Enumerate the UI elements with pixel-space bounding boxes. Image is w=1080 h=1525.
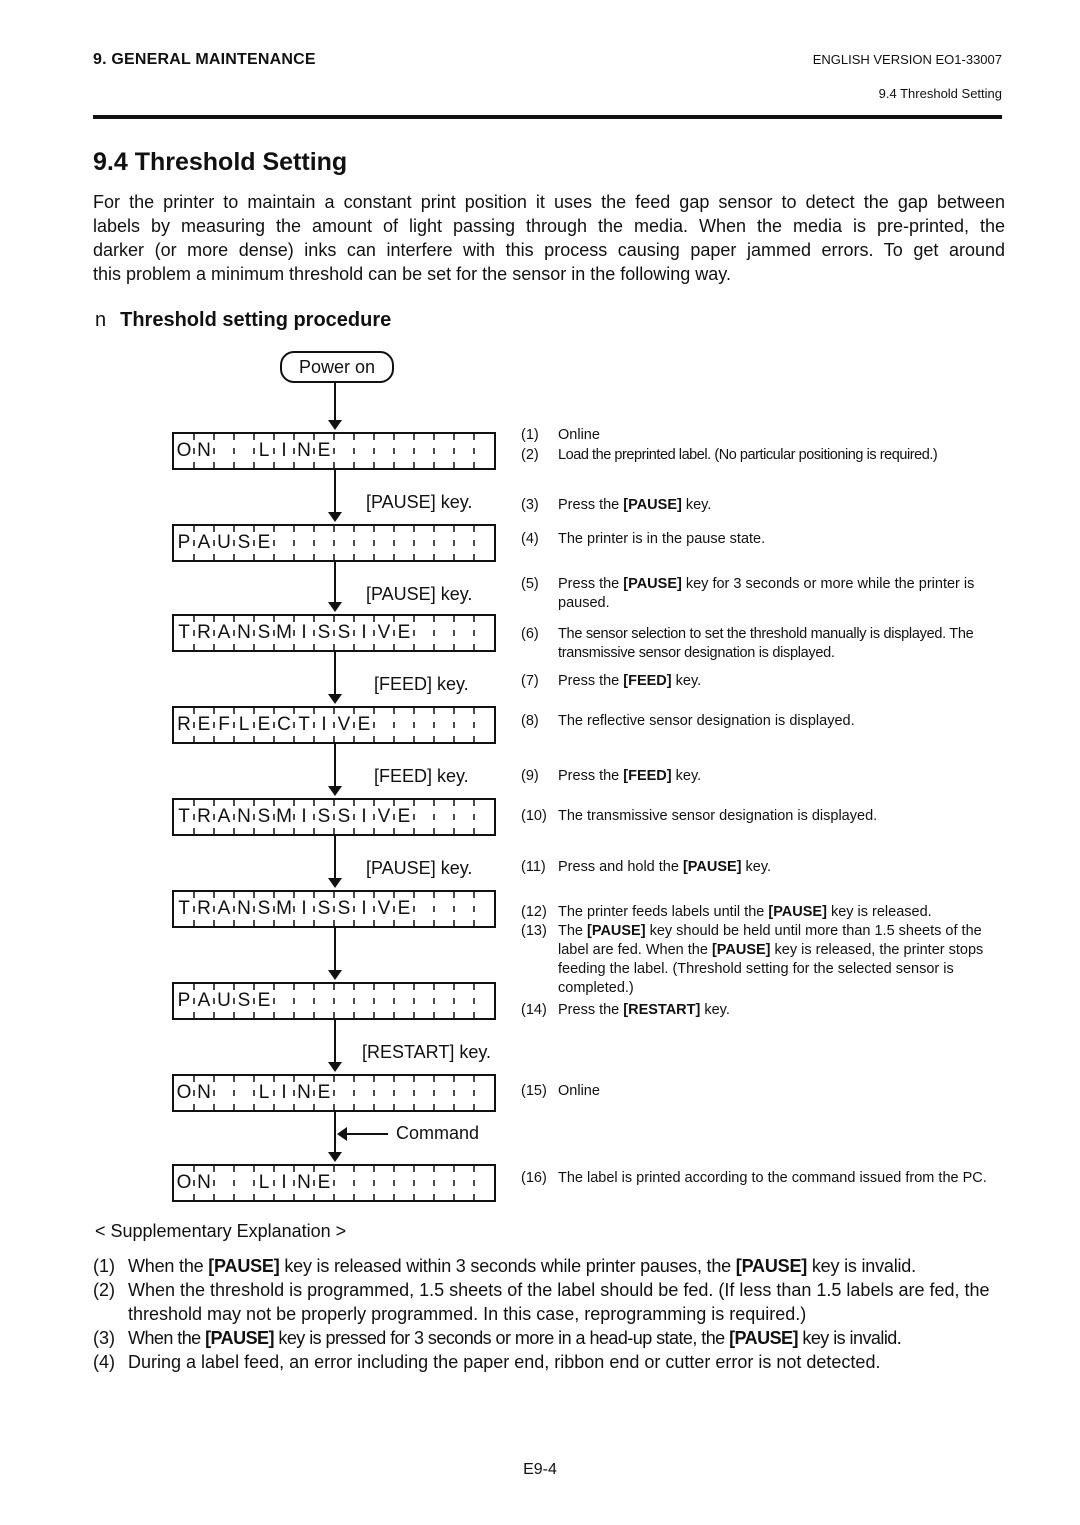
lcd-char: E — [317, 440, 331, 461]
lcd-char: I — [281, 440, 287, 461]
step-item — [521, 903, 1006, 922]
lcd-char: R — [177, 714, 191, 735]
step-number: (13) — [521, 923, 547, 939]
supplementary-notes — [93, 1254, 1005, 1374]
lcd-char: A — [217, 806, 231, 827]
lcd-char: V — [337, 714, 351, 735]
lcd-char: I — [281, 1082, 287, 1103]
key-name: [PAUSE] — [735, 1256, 808, 1276]
lcd-char: E — [397, 898, 411, 919]
note-text: During a label feed, an error including the paper end, ribbon end or cutter error is not detected. — [128, 1352, 881, 1372]
flow-arrowhead — [328, 512, 342, 522]
supplementary-note — [93, 1254, 1005, 1278]
note-number: (2) — [93, 1280, 115, 1300]
lcd-char: E — [397, 806, 411, 827]
lcd-char — [234, 1166, 254, 1200]
step-number: (8) — [521, 713, 539, 729]
step-text: Press the [FEED] key. — [558, 768, 702, 784]
lcd-char: U — [217, 990, 231, 1011]
step-text: Press and hold the [PAUSE] key. — [558, 859, 772, 875]
step-number: (9) — [521, 768, 539, 784]
step-number: (6) — [521, 626, 539, 642]
lcd-char: A — [217, 898, 231, 919]
lcd-char: S — [317, 898, 331, 919]
command-arrow-line — [346, 1133, 388, 1135]
key-press-label: [RESTART] key. — [362, 1042, 492, 1062]
version-label: ENGLISH VERSION EO1-33007 — [812, 52, 1002, 67]
lcd-char: T — [178, 806, 190, 827]
lcd-char: O — [176, 1082, 192, 1103]
lcd-char: T — [178, 622, 190, 643]
intro-line: this problem a minimum threshold can be set for the sensor in the following way. — [93, 264, 731, 284]
step-text: Online — [558, 427, 600, 443]
lcd-char: E — [197, 714, 211, 735]
lcd-char: R — [197, 898, 211, 919]
flow-arrow-line — [334, 743, 336, 786]
lcd-char: L — [258, 1172, 270, 1193]
flow-arrow-line — [334, 835, 336, 878]
lcd-char: S — [257, 806, 271, 827]
step-item — [521, 496, 1006, 515]
step-number: (14) — [521, 1002, 547, 1018]
intro-line: darker (or more dense) inks can interfere with this process causing paper jammed errors. To get around — [93, 240, 1005, 260]
step-number: (7) — [521, 673, 539, 689]
lcd-display — [172, 524, 496, 562]
key-name: [RESTART] — [623, 1002, 701, 1018]
step-number: (15) — [521, 1083, 547, 1099]
lcd-char: P — [177, 532, 191, 553]
lcd-char: E — [357, 714, 371, 735]
lcd-char: R — [197, 806, 211, 827]
lcd-char: N — [197, 1082, 211, 1103]
flow-arrow-line — [334, 651, 336, 694]
lcd-char: N — [197, 440, 211, 461]
lcd-char: L — [238, 714, 250, 735]
lcd-char: N — [237, 898, 251, 919]
step-text: The transmissive sensor designation is displayed. — [558, 808, 878, 824]
flow-arrowhead — [328, 1062, 342, 1072]
key-name: [FEED] — [623, 768, 672, 784]
flow-arrowhead — [328, 420, 342, 430]
lcd-char: R — [197, 622, 211, 643]
flow-arrowhead — [328, 878, 342, 888]
lcd-text — [174, 984, 274, 1018]
lcd-char: S — [257, 898, 271, 919]
step-number: (12) — [521, 904, 547, 920]
lcd-char — [214, 1076, 234, 1110]
bullet-marker: n — [95, 309, 107, 331]
lcd-text — [174, 1166, 334, 1200]
lcd-char: S — [317, 806, 331, 827]
step-number: (16) — [521, 1170, 547, 1186]
note-text: When the [PAUSE] key is released within 3 seconds while printer pauses, the [PAUSE] key is invalid. — [128, 1256, 916, 1276]
lcd-char: N — [297, 1082, 311, 1103]
key-press-label: [PAUSE] key. — [366, 858, 473, 878]
page-title: 9.4 Threshold Setting — [93, 148, 348, 176]
lcd-display — [172, 982, 496, 1020]
lcd-char: E — [257, 990, 271, 1011]
lcd-char: T — [298, 714, 310, 735]
key-name: [FEED] — [623, 673, 672, 689]
flow-arrowhead — [328, 970, 342, 980]
lcd-text — [174, 1076, 334, 1110]
flow-arrowhead — [328, 786, 342, 796]
lcd-text — [174, 892, 414, 926]
lcd-char: L — [258, 440, 270, 461]
procedure-title: Threshold setting procedure — [120, 309, 392, 331]
step-text: The [PAUSE] key should be held until more than 1.5 sheets of the label are fed. When the [PAUSE] key is released, the printer stops feeding the label. (Threshold setting for the selected sensor is completed.) — [558, 923, 984, 996]
lcd-char: O — [176, 1172, 192, 1193]
flow-arrow-line — [334, 1019, 336, 1062]
step-text: Press the [PAUSE] key for 3 seconds or more while the printer is paused. — [558, 576, 975, 611]
lcd-char: S — [337, 898, 351, 919]
step-number: (1) — [521, 427, 539, 443]
lcd-char: A — [197, 532, 211, 553]
lcd-text — [174, 616, 414, 650]
lcd-char: C — [277, 714, 291, 735]
lcd-char: E — [257, 532, 271, 553]
step-item — [521, 1169, 1006, 1188]
lcd-text — [174, 800, 414, 834]
key-press-label: [FEED] key. — [374, 766, 469, 786]
step-number: (10) — [521, 808, 547, 824]
key-name: [PAUSE] — [711, 942, 771, 958]
lcd-char: S — [257, 622, 271, 643]
step-number: (3) — [521, 497, 539, 513]
lcd-char: M — [276, 806, 292, 827]
intro-line: labels by measuring the amount of light passing through the media. When the media is pre-printed, the — [93, 216, 1005, 236]
lcd-char: N — [297, 1172, 311, 1193]
key-name: [PAUSE] — [623, 497, 682, 513]
note-number: (1) — [93, 1256, 115, 1276]
flow-arrowhead — [328, 602, 342, 612]
step-number: (11) — [521, 859, 546, 875]
command-arrowhead — [337, 1127, 347, 1141]
lcd-char: P — [177, 990, 191, 1011]
lcd-char: V — [377, 622, 391, 643]
key-name: [PAUSE] — [623, 576, 682, 592]
command-label: Command — [396, 1123, 480, 1143]
step-text: The printer feeds labels until the [PAUSE] key is released. — [558, 904, 932, 920]
lcd-char: I — [321, 714, 327, 735]
lcd-char — [234, 434, 254, 468]
step-text: Press the [RESTART] key. — [558, 1002, 730, 1018]
note-text: When the [PAUSE] key is pressed for 3 seconds or more in a head-up state, the [PAUSE] key is invalid. — [128, 1328, 902, 1348]
lcd-char: A — [197, 990, 211, 1011]
lcd-char: S — [317, 622, 331, 643]
step-text: The reflective sensor designation is displayed. — [558, 713, 855, 729]
lcd-char: T — [178, 898, 190, 919]
lcd-char: O — [176, 440, 192, 461]
lcd-char: V — [377, 898, 391, 919]
lcd-char: E — [317, 1172, 331, 1193]
lcd-char: A — [217, 622, 231, 643]
flow-arrow-line — [334, 469, 336, 512]
lcd-char: I — [301, 898, 307, 919]
lcd-display — [172, 432, 496, 470]
lcd-display — [172, 1164, 496, 1202]
lcd-char: S — [337, 806, 351, 827]
lcd-char: V — [377, 806, 391, 827]
step-text: The printer is in the pause state. — [558, 531, 766, 547]
step-item — [521, 672, 1006, 691]
flow-arrow-line — [334, 561, 336, 602]
lcd-char: N — [197, 1172, 211, 1193]
step-text: Press the [FEED] key. — [558, 673, 702, 689]
flow-arrow-line — [334, 381, 336, 420]
flow-arrowhead — [328, 694, 342, 704]
step-item — [521, 1082, 1006, 1101]
lcd-char: U — [217, 532, 231, 553]
lcd-char: E — [257, 714, 271, 735]
subsection-label: 9.4 Threshold Setting — [878, 86, 1002, 101]
lcd-char: I — [361, 898, 367, 919]
step-item — [521, 807, 1006, 826]
power-on-terminal: Power on — [280, 351, 394, 383]
lcd-char: I — [281, 1172, 287, 1193]
lcd-char: M — [276, 622, 292, 643]
lcd-char: E — [317, 1082, 331, 1103]
step-text: Online — [558, 1083, 600, 1099]
note-number: (4) — [93, 1352, 115, 1372]
section-header: 9. GENERAL MAINTENANCE — [93, 51, 316, 68]
step-number: (5) — [521, 576, 539, 592]
lcd-char: M — [276, 898, 292, 919]
key-name: [PAUSE] — [587, 923, 646, 939]
key-name: [PAUSE] — [205, 1328, 274, 1348]
lcd-display — [172, 890, 496, 928]
lcd-char: S — [337, 622, 351, 643]
step-item — [521, 446, 1006, 465]
lcd-char: I — [361, 622, 367, 643]
lcd-char: N — [237, 806, 251, 827]
flow-arrow-line — [334, 927, 336, 970]
lcd-char: I — [361, 806, 367, 827]
step-item — [521, 767, 1006, 786]
lcd-text — [174, 434, 334, 468]
key-press-label: [PAUSE] key. — [366, 492, 473, 512]
lcd-char: N — [237, 622, 251, 643]
note-number: (3) — [93, 1328, 115, 1348]
lcd-char — [234, 1076, 254, 1110]
lcd-text — [174, 526, 274, 560]
lcd-char: F — [218, 714, 230, 735]
step-item — [521, 575, 1006, 613]
step-item — [521, 625, 1006, 663]
key-press-label: [FEED] key. — [374, 674, 469, 694]
step-text: Load the preprinted label. (No particular positioning is required.) — [558, 447, 938, 463]
supplementary-heading: < Supplementary Explanation > — [95, 1221, 347, 1241]
flow-arrow-line — [334, 1111, 336, 1152]
step-item — [521, 858, 1006, 877]
step-text: Press the [PAUSE] key. — [558, 497, 712, 513]
intro-line: For the printer to maintain a constant print position it uses the feed gap sensor to detect the gap between — [93, 192, 1005, 212]
lcd-display — [172, 1074, 496, 1112]
key-press-label: [PAUSE] key. — [366, 584, 473, 604]
step-item — [521, 922, 1006, 998]
key-name: [PAUSE] — [768, 904, 827, 920]
lcd-char: I — [301, 806, 307, 827]
supplementary-note — [93, 1278, 1005, 1326]
note-text: When the threshold is programmed, 1.5 sheets of the label should be fed. (If less than 1.5 labels are fed, the threshold may not be properly programmed. In this case, reprogramming is required.) — [128, 1280, 990, 1324]
lcd-display — [172, 614, 496, 652]
step-text: The label is printed according to the command issued from the PC. — [558, 1170, 987, 1186]
step-text: The sensor selection to set the threshold manually is displayed. The transmissive sensor designation is displayed. — [558, 626, 974, 661]
lcd-char — [214, 1166, 234, 1200]
key-name: [PAUSE] — [208, 1256, 280, 1276]
step-item — [521, 1001, 1006, 1020]
flow-arrowhead — [328, 1152, 342, 1162]
step-number: (2) — [521, 447, 539, 463]
lcd-char: S — [237, 532, 251, 553]
step-number: (4) — [521, 531, 539, 547]
lcd-display — [172, 706, 496, 744]
lcd-char: S — [237, 990, 251, 1011]
key-name: [PAUSE] — [729, 1328, 798, 1348]
intro-paragraph — [93, 190, 1005, 286]
lcd-char: I — [301, 622, 307, 643]
step-item — [521, 712, 1006, 731]
lcd-char: E — [397, 622, 411, 643]
supplementary-note — [93, 1350, 1005, 1374]
step-item — [521, 530, 1006, 549]
lcd-char — [214, 434, 234, 468]
lcd-display — [172, 798, 496, 836]
lcd-text — [174, 708, 374, 742]
key-name: [PAUSE] — [682, 859, 742, 875]
step-item — [521, 426, 1006, 445]
header-rule — [93, 115, 1002, 119]
supplementary-note — [93, 1326, 1005, 1350]
procedure-heading — [95, 309, 391, 332]
lcd-char: N — [297, 440, 311, 461]
page-number: E9-4 — [523, 1461, 557, 1478]
lcd-char: L — [258, 1082, 270, 1103]
